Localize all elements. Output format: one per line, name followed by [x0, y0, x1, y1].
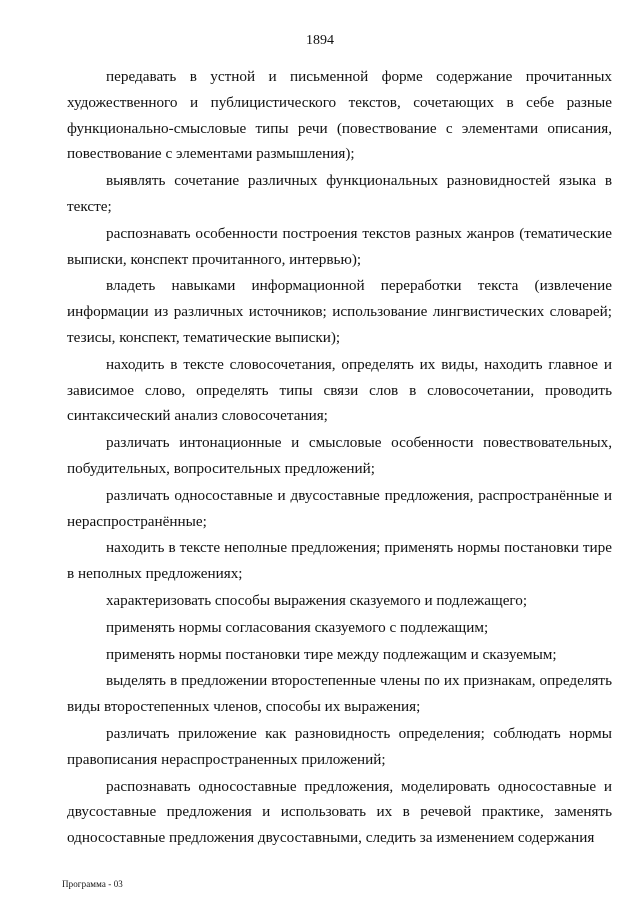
paragraph: распознавать односоставные предложения, моделировать односоставные и двусоставные предложения и использовать их в речевой практике, заменять односоставные предложения двусоставными, следить за изменением содержания	[67, 777, 612, 847]
paragraph: характеризовать способы выражения сказуемого и подлежащего;	[106, 591, 528, 609]
paragraph: различать односоставные и двусоставные предложения, распространённые и нераспространённые;	[67, 486, 612, 530]
paragraph: применять нормы постановки тире между подлежащим и сказуемым;	[106, 645, 557, 663]
paragraph: находить в тексте словосочетания, определять их виды, находить главное и зависимое слово, определять типы связи слов в словосочетании, проводить синтаксический анализ словосочетания;	[67, 355, 612, 425]
paragraph: распознавать особенности построения текстов разных жанров (тематические выписки, конспект прочитанного, интервью);	[67, 224, 612, 268]
page-footer: Программа - 03	[62, 879, 123, 889]
paragraph: применять нормы согласования сказуемого с подлежащим;	[106, 618, 489, 636]
page-number: 1894	[306, 33, 334, 48]
paragraph: выделять в предложении второстепенные члены по их признакам, определять виды второстепенных членов, способы их выражения;	[67, 672, 612, 716]
paragraph: различать интонационные и смысловые особенности повествовательных, побудительных, вопросительных предложений;	[67, 434, 612, 477]
document-body	[67, 64, 612, 851]
paragraph: выявлять сочетание различных функциональных разновидностей языка в тексте;	[67, 172, 612, 215]
paragraph: владеть навыками информационной переработки текста (извлечение информации из различных источников; использование лингвистических словарей; тезисы, конспект, тематические выписки);	[67, 277, 612, 346]
paragraph: различать приложение как разновидность определения; соблюдать нормы правописания нераспространенных приложений;	[67, 724, 612, 768]
paragraph: находить в тексте неполные предложения; применять нормы постановки тире в неполных предложениях;	[67, 539, 612, 583]
paragraph: передавать в устной и письменной форме содержание прочитанных художественного и публицистического текстов, сочетающих в себе разные функционально-смысловые типы речи (повествование с элементами описания, повествование с элементами размышления);	[67, 68, 612, 163]
